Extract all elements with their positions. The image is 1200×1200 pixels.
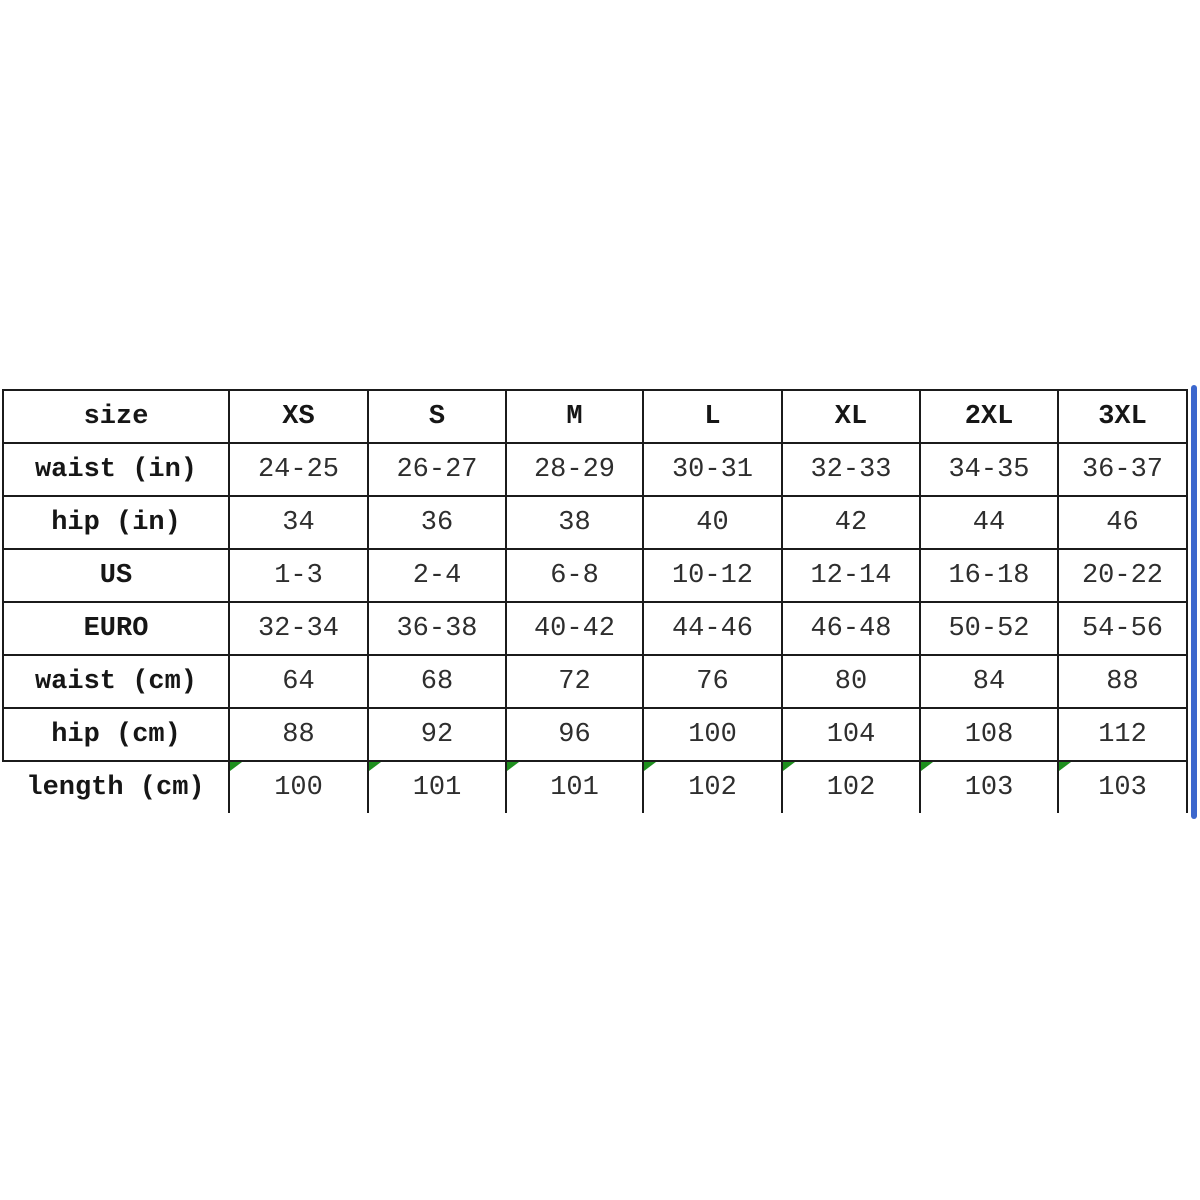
table-cell <box>368 761 506 813</box>
header-3xl: 3XL <box>1058 390 1187 443</box>
table-cell: 12-14 <box>782 549 920 602</box>
cell-flag-icon <box>1059 762 1071 771</box>
table-cell: 54-56 <box>1058 602 1187 655</box>
table-cell: 46-48 <box>782 602 920 655</box>
cell-flag-icon <box>921 762 933 771</box>
table-cell: 2-4 <box>368 549 506 602</box>
cell-value: 102 <box>688 772 737 803</box>
table-cell: 32-34 <box>229 602 368 655</box>
header-xl: XL <box>782 390 920 443</box>
table-cell: 10-12 <box>643 549 782 602</box>
row-label: waist (cm) <box>3 655 229 708</box>
table-cell: 104 <box>782 708 920 761</box>
cell-value: 103 <box>1098 772 1147 803</box>
table-cell: 40-42 <box>506 602 643 655</box>
table-cell: 108 <box>920 708 1058 761</box>
table-cell: 26-27 <box>368 443 506 496</box>
table-cell: 36-37 <box>1058 443 1187 496</box>
table-cell <box>920 761 1058 813</box>
table-cell <box>643 761 782 813</box>
cell-flag-icon <box>644 762 656 771</box>
row-label: length (cm) <box>3 761 229 813</box>
table-cell: 50-52 <box>920 602 1058 655</box>
table-cell: 92 <box>368 708 506 761</box>
cell-value: 101 <box>550 772 599 803</box>
table-row-hip-in <box>3 496 1187 549</box>
table-cell: 6-8 <box>506 549 643 602</box>
table-cell: 44 <box>920 496 1058 549</box>
table-row-waist-in <box>3 443 1187 496</box>
header-s: S <box>368 390 506 443</box>
header-size: size <box>3 390 229 443</box>
table-cell: 72 <box>506 655 643 708</box>
table-cell: 68 <box>368 655 506 708</box>
header-l: L <box>643 390 782 443</box>
table-cell: 80 <box>782 655 920 708</box>
table-row-hip-cm <box>3 708 1187 761</box>
table-header-row <box>3 390 1187 443</box>
row-label: hip (in) <box>3 496 229 549</box>
table-cell: 24-25 <box>229 443 368 496</box>
table-cell: 76 <box>643 655 782 708</box>
table-cell: 112 <box>1058 708 1187 761</box>
row-label: US <box>3 549 229 602</box>
cell-flag-icon <box>507 762 519 771</box>
table-cell: 40 <box>643 496 782 549</box>
table-cell <box>229 761 368 813</box>
row-label: waist (in) <box>3 443 229 496</box>
cell-value: 100 <box>274 772 323 803</box>
selection-accent-bar <box>1191 385 1197 819</box>
header-2xl: 2XL <box>920 390 1058 443</box>
table-row-euro <box>3 602 1187 655</box>
table-cell: 88 <box>229 708 368 761</box>
table-cell: 28-29 <box>506 443 643 496</box>
table-cell <box>506 761 643 813</box>
table-cell: 34-35 <box>920 443 1058 496</box>
table-row-length-cm <box>3 761 1187 813</box>
table-row-us <box>3 549 1187 602</box>
table-cell: 96 <box>506 708 643 761</box>
cell-flag-icon <box>369 762 381 771</box>
table-cell: 32-33 <box>782 443 920 496</box>
cell-value: 101 <box>412 772 462 803</box>
cell-flag-icon <box>783 762 795 771</box>
row-label: hip (cm) <box>3 708 229 761</box>
cell-flag-icon <box>230 762 242 771</box>
table-cell: 36 <box>368 496 506 549</box>
table-cell: 30-31 <box>643 443 782 496</box>
table-cell: 20-22 <box>1058 549 1187 602</box>
table-cell: 46 <box>1058 496 1187 549</box>
table-cell: 36-38 <box>368 602 506 655</box>
cell-value: 103 <box>964 772 1014 803</box>
table-cell: 44-46 <box>643 602 782 655</box>
row-label: EURO <box>3 602 229 655</box>
table-cell: 64 <box>229 655 368 708</box>
table-cell <box>782 761 920 813</box>
header-m: M <box>506 390 643 443</box>
table-cell: 88 <box>1058 655 1187 708</box>
table-cell <box>1058 761 1187 813</box>
table-cell: 84 <box>920 655 1058 708</box>
table-cell: 1-3 <box>229 549 368 602</box>
table-cell: 16-18 <box>920 549 1058 602</box>
header-xs: XS <box>229 390 368 443</box>
table-cell: 34 <box>229 496 368 549</box>
table-cell: 42 <box>782 496 920 549</box>
table-cell: 100 <box>643 708 782 761</box>
cell-value: 102 <box>826 772 876 803</box>
table-row-waist-cm <box>3 655 1187 708</box>
table-cell: 38 <box>506 496 643 549</box>
size-chart-table <box>2 389 1188 813</box>
